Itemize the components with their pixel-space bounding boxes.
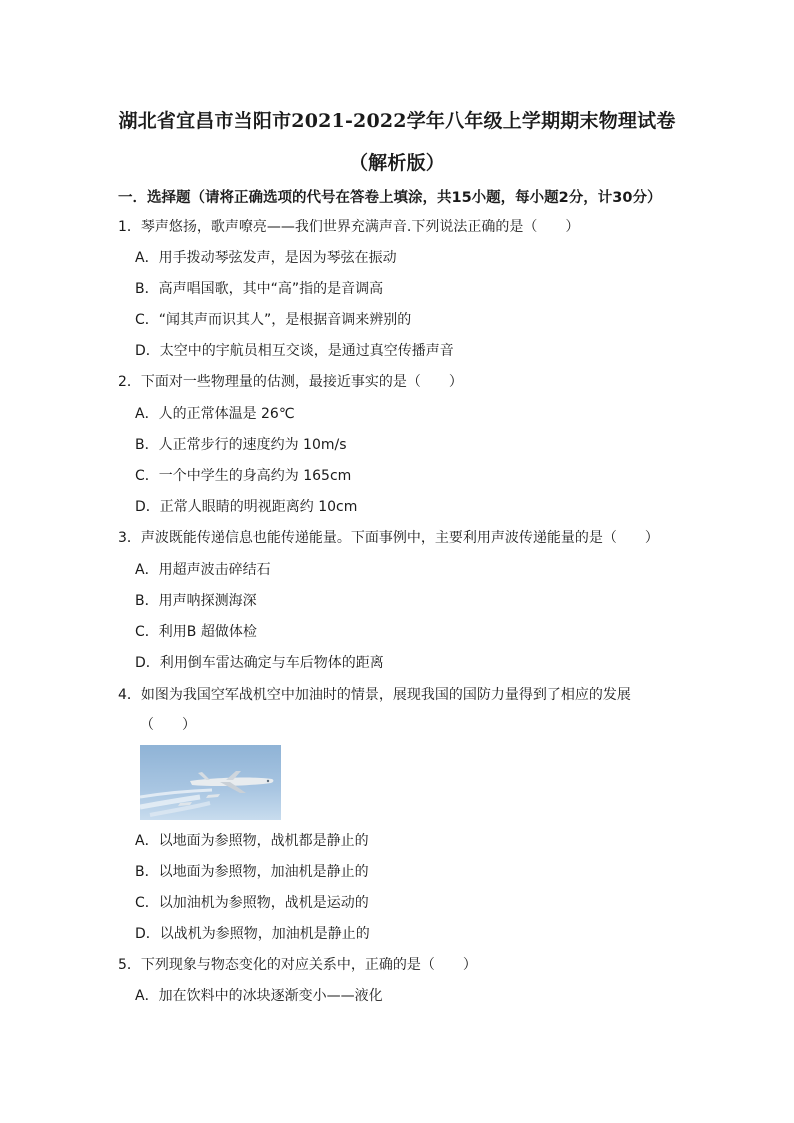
question-2-option-c: C．一个中学生的身高约为 165cm bbox=[135, 468, 352, 484]
question-3-option-c: C．利用B 超做体检 bbox=[135, 624, 257, 640]
question-4-option-b: B．以地面为参照物，加油机是静止的 bbox=[135, 864, 369, 880]
question-5-option-a: A．加在饮料中的冰块逐渐变小——液化 bbox=[135, 988, 383, 1004]
question-2-stem: 2．下面对一些物理量的估测，最接近事实的是（ ） bbox=[118, 374, 463, 390]
section-heading: 一．选择题（请将正确选项的代号在答卷上填涂，共15小题，每小题2分，计30分） bbox=[118, 190, 662, 206]
question-5-stem: 5．下列现象与物态变化的对应关系中，正确的是（ ） bbox=[118, 957, 477, 973]
question-2-option-a: A．人的正常体温是 26℃ bbox=[135, 406, 295, 422]
refueling-photo bbox=[140, 745, 281, 820]
question-3-option-d: D．利用倒车雷达确定与车后物体的距离 bbox=[135, 655, 384, 671]
question-4-option-d: D．以战机为参照物，加油机是静止的 bbox=[135, 926, 370, 942]
question-4-stem: 4．如图为我国空军战机空中加油时的情景，展现我国的国防力量得到了相应的发展 bbox=[118, 687, 631, 703]
question-1-option-c: C．“闻其声而识其人”，是根据音调来辨别的 bbox=[135, 312, 412, 328]
exam-subtitle: （解析版） bbox=[348, 152, 445, 174]
question-1-stem: 1．琴声悠扬，歌声嘹亮——我们世界充满声音.下列说法正确的是（ ） bbox=[118, 219, 580, 235]
question-4-answer-paren: （ ） bbox=[140, 717, 196, 733]
question-1-option-b: B．高声唱国歌，其中“高”指的是音调高 bbox=[135, 281, 384, 297]
exam-title: 湖北省宜昌市当阳市2021-2022学年八年级上学期期末物理试卷 bbox=[118, 110, 676, 132]
aerial-refueling-image bbox=[140, 745, 281, 820]
question-3-option-a: A．用超声波击碎结石 bbox=[135, 562, 271, 578]
question-3-option-b: B．用声呐探测海深 bbox=[135, 593, 257, 609]
question-2-option-b: B．人正常步行的速度约为 10m/s bbox=[135, 437, 347, 453]
question-3-stem: 3．声波既能传递信息也能传递能量。下面事例中，主要利用声波传递能量的是（ ） bbox=[118, 530, 659, 546]
question-4-option-c: C．以加油机为参照物，战机是运动的 bbox=[135, 895, 369, 911]
question-1-option-d: D．太空中的宇航员相互交谈，是通过真空传播声音 bbox=[135, 343, 454, 359]
question-2-option-d: D．正常人眼睛的明视距离约 10cm bbox=[135, 499, 358, 515]
question-1-option-a: A．用手拨动琴弦发声，是因为琴弦在振动 bbox=[135, 250, 397, 266]
question-4-option-a: A．以地面为参照物，战机都是静止的 bbox=[135, 833, 369, 849]
